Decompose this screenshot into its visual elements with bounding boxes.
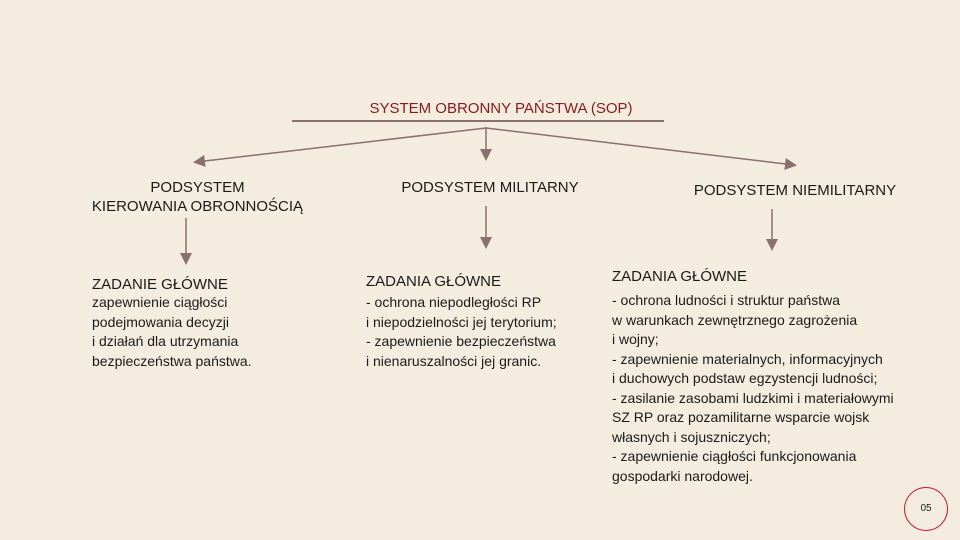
task-text-command: zapewnienie ciągłości podejmowania decyzji i działań dla utrzymania bezpieczeństwa państwa. [92,294,252,369]
subsystem-header-command: PODSYSTEM KIEROWANIA OBRONNOŚCIĄ [91,179,304,215]
diagram-title: SYSTEM OBRONNY PAŃSTWA (SOP) [369,100,633,117]
subsystem-header-nonmilitary: PODSYSTEM NIEMILITARNY [693,182,897,199]
arrow-to-left [196,128,486,162]
task-text-nonmilitary: - ochrona ludności i struktur państwa w warunkach zewnętrznego zagrożenia i wojny; - zapewnienie materialnych, informacyjnych i duchowych podstaw egzystencji ludności; - zasilanie zasobami ludzkimi i materiałowymi SZ RP oraz pozamilitarne wsparcie wojsk własnych i sojuszniczych; - zapewnienie ciągłości funkcjonowania gospodarki narodowej. [612,292,894,484]
subsystem-header-military: PODSYSTEM MILITARNY [401,179,579,196]
page-number-badge: 05 [904,487,948,531]
task-title-military: ZADANIA GŁÓWNE [366,273,502,290]
task-title-command: ZADANIE GŁÓWNE [92,276,228,293]
task-title-nonmilitary: ZADANIA GŁÓWNE [612,268,748,285]
arrow-to-right [486,128,794,165]
task-text-military: - ochrona niepodległości RP i niepodzielności jej terytorium; - zapewnienie bezpieczeństwa i nienaruszalności jej granic. [366,294,557,369]
